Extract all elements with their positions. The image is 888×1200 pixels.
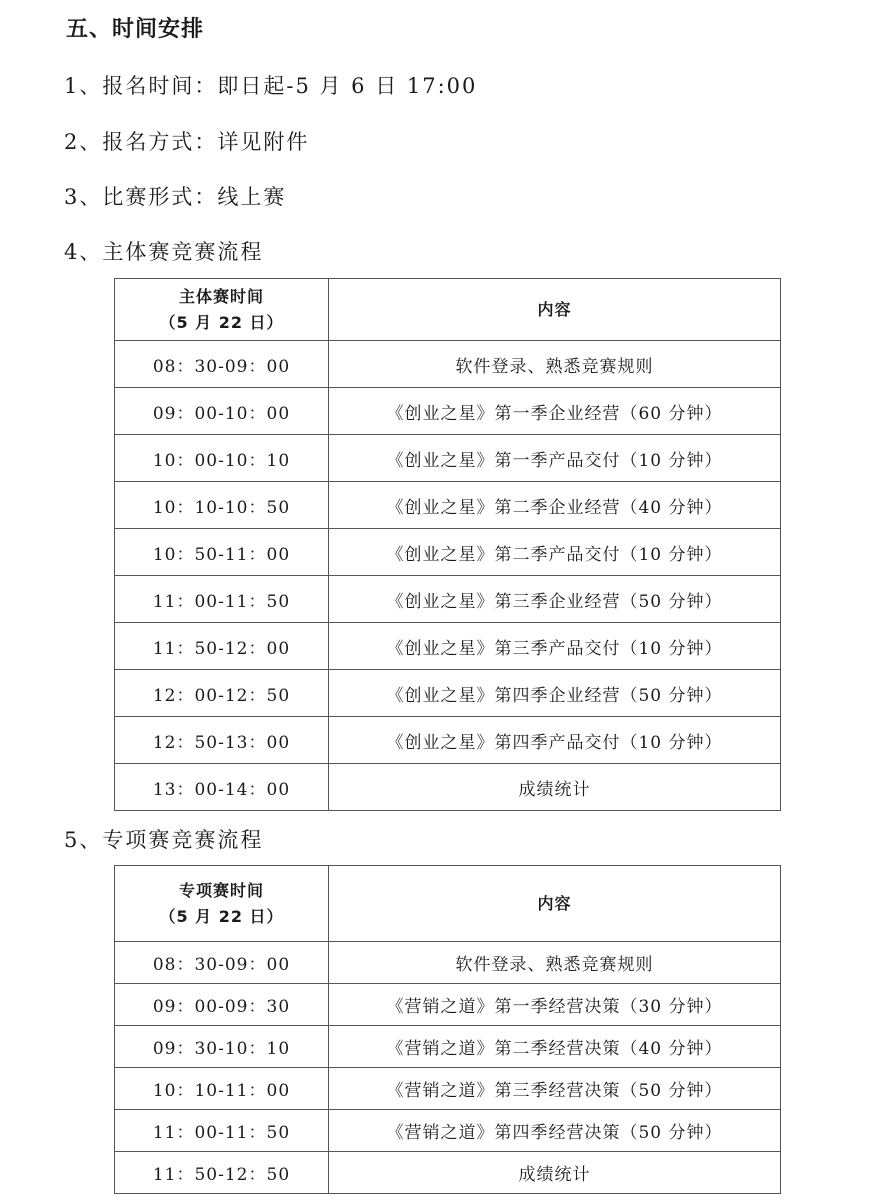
time-cell: 11：00-11：50	[115, 576, 329, 623]
time-cell: 09：00-09：30	[115, 984, 329, 1026]
table-row	[115, 482, 781, 529]
table-row	[115, 717, 781, 764]
table-row	[115, 1152, 781, 1194]
time-cell: 11：00-11：50	[115, 1110, 329, 1152]
content-cell: 软件登录、熟悉竞赛规则	[329, 942, 781, 984]
header-time-cell	[115, 279, 329, 341]
header-content-cell: 内容	[329, 866, 781, 942]
time-cell: 10：10-11：00	[115, 1068, 329, 1110]
time-cell: 09：30-10：10	[115, 1026, 329, 1068]
content-cell: 成绩统计	[329, 764, 781, 811]
content-cell: 《创业之星》第一季企业经营（60 分钟）	[329, 388, 781, 435]
table-row	[115, 984, 781, 1026]
item-competition-format: 3、比赛形式：线上赛	[64, 185, 287, 209]
time-cell: 11：50-12：50	[115, 1152, 329, 1194]
content-cell: 《营销之道》第二季经营决策（40 分钟）	[329, 1026, 781, 1068]
content-cell: 《创业之星》第二季企业经营（40 分钟）	[329, 482, 781, 529]
content-cell: 《营销之道》第四季经营决策（50 分钟）	[329, 1110, 781, 1152]
header-content-cell: 内容	[329, 279, 781, 341]
table-row	[115, 529, 781, 576]
table-header-row	[115, 866, 781, 942]
content-cell: 《创业之星》第四季产品交付（10 分钟）	[329, 717, 781, 764]
header-date-label: （5 月 22 日）	[159, 312, 284, 332]
table-row	[115, 623, 781, 670]
item-registration-time: 1、报名时间：即日起-5 月 6 日 17:00	[64, 74, 478, 98]
table-row	[115, 1026, 781, 1068]
main-competition-schedule-table	[114, 278, 781, 811]
table-row	[115, 764, 781, 811]
table-row	[115, 1068, 781, 1110]
table-row	[115, 670, 781, 717]
table-row	[115, 435, 781, 482]
table-row	[115, 341, 781, 388]
content-cell: 成绩统计	[329, 1152, 781, 1194]
content-cell: 《营销之道》第一季经营决策（30 分钟）	[329, 984, 781, 1026]
section-heading: 五、时间安排	[66, 17, 205, 42]
content-cell: 《营销之道》第三季经营决策（50 分钟）	[329, 1068, 781, 1110]
header-time-label: 专项赛时间	[178, 880, 264, 900]
time-cell: 09：00-10：00	[115, 388, 329, 435]
special-competition-schedule-table	[114, 865, 781, 1194]
table-header-row	[115, 279, 781, 341]
header-time-label: 主体赛时间	[178, 286, 264, 306]
time-cell: 10：10-10：50	[115, 482, 329, 529]
table-row	[115, 388, 781, 435]
table-row	[115, 942, 781, 984]
item-special-competition-flow: 5、专项赛竞赛流程	[64, 828, 264, 852]
time-cell: 12：50-13：00	[115, 717, 329, 764]
time-cell: 08：30-09：00	[115, 341, 329, 388]
table-row	[115, 576, 781, 623]
time-cell: 13：00-14：00	[115, 764, 329, 811]
time-cell: 10：50-11：00	[115, 529, 329, 576]
content-cell: 《创业之星》第三季企业经营（50 分钟）	[329, 576, 781, 623]
content-cell: 《创业之星》第四季企业经营（50 分钟）	[329, 670, 781, 717]
header-time-cell	[115, 866, 329, 942]
content-cell: 《创业之星》第三季产品交付（10 分钟）	[329, 623, 781, 670]
content-cell: 《创业之星》第二季产品交付（10 分钟）	[329, 529, 781, 576]
table-row	[115, 1110, 781, 1152]
time-cell: 10：00-10：10	[115, 435, 329, 482]
header-date-label: （5 月 22 日）	[159, 906, 284, 926]
time-cell: 11：50-12：00	[115, 623, 329, 670]
time-cell: 08：30-09：00	[115, 942, 329, 984]
content-cell: 软件登录、熟悉竞赛规则	[329, 341, 781, 388]
item-main-competition-flow: 4、主体赛竞赛流程	[64, 240, 264, 264]
time-cell: 12：00-12：50	[115, 670, 329, 717]
content-cell: 《创业之星》第一季产品交付（10 分钟）	[329, 435, 781, 482]
item-registration-method: 2、报名方式：详见附件	[64, 130, 310, 154]
